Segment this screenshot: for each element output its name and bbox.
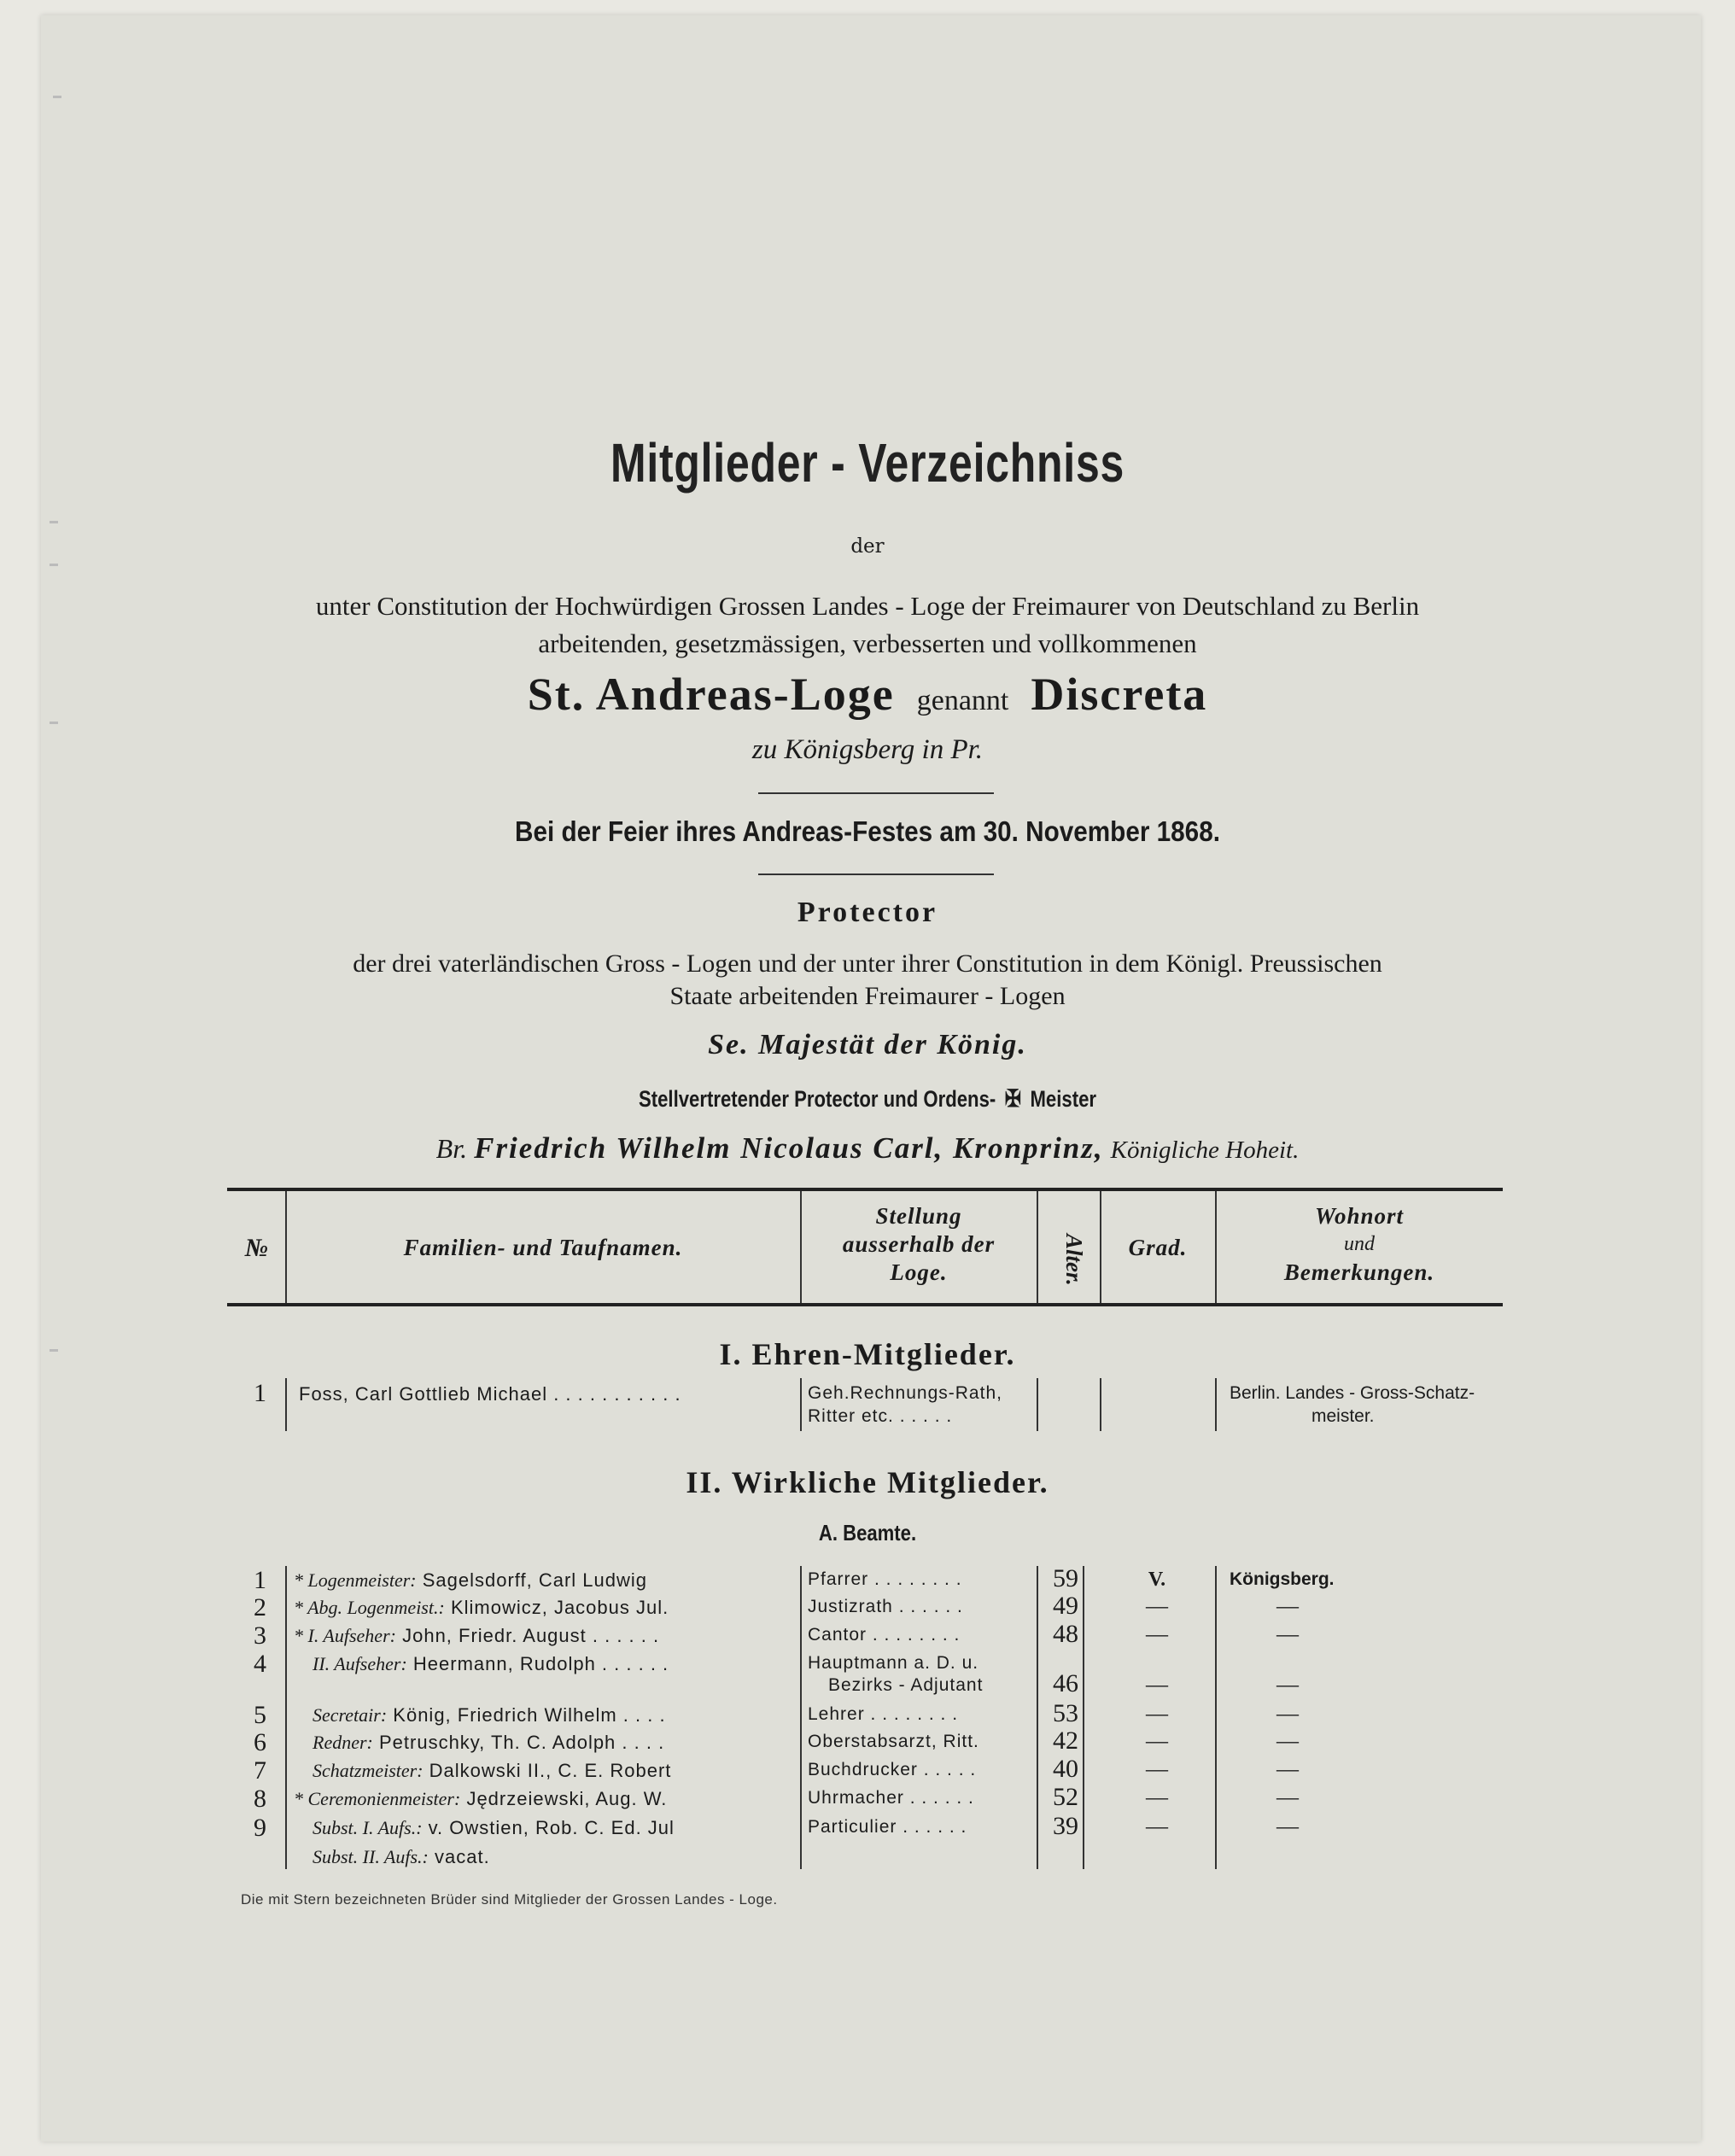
page-title: Mitglieder - Verzeichniss — [610, 432, 1125, 494]
member-fullname: Heermann, Rudolph . . . . . . — [412, 1653, 669, 1674]
member-grade: — — [1146, 1756, 1168, 1781]
member-age: 48 — [1053, 1620, 1078, 1648]
member-grade: — — [1146, 1593, 1168, 1618]
col-divider — [1215, 1566, 1217, 1869]
divider — [758, 792, 994, 794]
member-age: 59 — [1053, 1564, 1078, 1592]
member-residence: — — [1276, 1728, 1299, 1753]
majesty-line: Se. Majestät der König. — [708, 1029, 1027, 1060]
member-age: 40 — [1053, 1755, 1078, 1783]
intro-line-1: unter Constitution der Hochwürdigen Grossen Landes - Loge der Freimaurer von Deutschland zu Berlin — [315, 591, 1420, 621]
member-age: 46 — [1053, 1669, 1078, 1697]
row-number: 3 — [254, 1621, 266, 1650]
deputy-label-end: Meister — [1030, 1086, 1097, 1112]
row-number: 1 — [254, 1566, 266, 1594]
row-number: 5 — [254, 1701, 266, 1729]
member-age: 53 — [1053, 1699, 1078, 1727]
member-fullname: v. Owstien, Rob. C. Ed. Jul — [428, 1817, 675, 1838]
member-name — [294, 1625, 659, 1647]
member-position: Hauptmann a. D. u. — [808, 1653, 979, 1673]
member-residence: — — [1276, 1701, 1299, 1726]
th-names: Familien- und Taufnamen. — [403, 1235, 683, 1260]
member-fullname: Petruschky, Th. C. Adolph . . . . — [378, 1732, 665, 1753]
der-line: der — [850, 535, 885, 558]
member-position: Oberstabsarzt, Ritt. — [808, 1732, 979, 1751]
lodge-line — [0, 668, 1735, 721]
member-role: Redner: — [313, 1732, 373, 1753]
member-grade: — — [1146, 1672, 1168, 1697]
member-fullname: Dalkowski II., C. E. Robert — [429, 1760, 672, 1781]
member-role: * Logenmeister: — [294, 1569, 417, 1591]
member-role: Secretair: — [313, 1704, 388, 1726]
col-divider — [1037, 1191, 1038, 1303]
binding-hole — [50, 722, 58, 724]
col-divider — [1100, 1378, 1101, 1431]
member-age: 42 — [1053, 1727, 1078, 1755]
th-grad: Grad. — [1128, 1235, 1188, 1260]
member-position: Geh.Rechnungs-Rath, — [808, 1383, 1002, 1403]
member-name — [313, 1732, 664, 1754]
feast-line: Bei der Feier ihres Andreas-Festes am 30. November 1868. — [515, 815, 1220, 847]
member-fullname: Sagelsdorff, Carl Ludwig — [422, 1569, 648, 1591]
binding-hole — [50, 521, 58, 523]
member-role: * Abg. Logenmeist.: — [294, 1597, 445, 1618]
row-number: 1 — [254, 1379, 266, 1407]
lodge-alias: Discreta — [1031, 669, 1208, 720]
row-number: 9 — [254, 1814, 266, 1842]
member-age: 39 — [1053, 1812, 1078, 1840]
col-divider — [800, 1566, 802, 1869]
row-number: 4 — [254, 1650, 266, 1678]
iron-cross-icon: ✠ — [1004, 1085, 1022, 1112]
member-name — [294, 1597, 669, 1619]
divider — [758, 874, 994, 875]
member-role: II. Aufseher: — [313, 1653, 407, 1674]
crown-prince-name: Friedrich Wilhelm Nicolaus Carl, Kronprinz, — [474, 1131, 1104, 1165]
col-divider — [1037, 1566, 1038, 1869]
intro-line-2: arbeitenden, gesetzmässigen, verbesserten und vollkommenen — [538, 628, 1197, 658]
th-nr: № — [244, 1234, 270, 1262]
member-name — [294, 1569, 647, 1592]
member-role: Subst. I. Aufs.: — [313, 1817, 423, 1838]
col-divider — [800, 1378, 802, 1431]
member-position: Cantor . . . . . . . . — [808, 1625, 961, 1645]
row-number: 7 — [254, 1756, 266, 1785]
row-number: 6 — [254, 1728, 266, 1756]
member-name — [313, 1704, 666, 1727]
highness-title: Königliche Hoheit. — [1110, 1136, 1300, 1164]
binding-hole — [53, 96, 61, 98]
member-name — [313, 1846, 490, 1868]
member-grade: — — [1146, 1701, 1168, 1726]
footnote: Die mit Stern bezeichneten Brüder sind Mitglieder der Grossen Landes - Loge. — [241, 1891, 778, 1908]
th-stellung-3: Loge. — [890, 1259, 948, 1285]
member-position: Uhrmacher . . . . . . — [808, 1788, 974, 1808]
member-residence: — — [1276, 1672, 1299, 1697]
row-number: 8 — [254, 1785, 266, 1813]
member-position-2: Bezirks - Adjutant — [828, 1675, 984, 1695]
member-position-2: Ritter etc. . . . . . — [808, 1406, 953, 1426]
th-alter: Alter. — [1061, 1234, 1087, 1286]
deputy-protector-line — [156, 1084, 1579, 1113]
member-position: Lehrer . . . . . . . . — [808, 1704, 959, 1724]
member-residence-2: meister. — [1311, 1406, 1375, 1426]
member-residence: Berlin. Landes - Gross-Schatz- — [1230, 1383, 1475, 1403]
member-name — [313, 1653, 669, 1675]
member-grade: — — [1146, 1621, 1168, 1646]
th-wohnort — [1217, 1202, 1502, 1287]
member-residence: — — [1276, 1593, 1299, 1618]
col-divider — [285, 1378, 287, 1431]
member-residence: — — [1276, 1756, 1299, 1781]
member-residence: Königsberg. — [1230, 1569, 1335, 1589]
member-fullname: Jędrzeiewski, Aug. W. — [466, 1788, 668, 1809]
section-active-title: II. Wirkliche Mitglieder. — [686, 1465, 1049, 1499]
brother-abbrev: Br. — [435, 1133, 468, 1164]
member-position: Buchdrucker . . . . . — [808, 1760, 977, 1779]
table-top-rule — [227, 1188, 1503, 1191]
genannt: genannt — [916, 685, 1009, 716]
member-role: * Ceremonienmeister: — [294, 1788, 461, 1809]
section-honorary-title: I. Ehren-Mitglieder. — [719, 1337, 1016, 1371]
member-fullname: vacat. — [435, 1846, 490, 1867]
th-wohnort-1: Wohnort — [1314, 1203, 1405, 1229]
member-fullname: John, Friedr. August . . . . . . — [402, 1625, 660, 1646]
crown-prince-line — [0, 1131, 1735, 1166]
protector-heading: Protector — [797, 897, 938, 928]
member-role: * I. Aufseher: — [294, 1625, 396, 1646]
section-active-subtitle: A. Beamte. — [818, 1520, 917, 1545]
col-divider — [285, 1566, 287, 1869]
member-role: Schatzmeister: — [313, 1760, 424, 1781]
col-divider — [1215, 1378, 1217, 1431]
member-grade: V. — [1148, 1569, 1166, 1591]
member-age: 52 — [1053, 1783, 1078, 1811]
binding-hole — [50, 564, 58, 566]
deputy-label: Stellvertretender Protector und Ordens- — [638, 1086, 996, 1112]
member-name — [294, 1788, 667, 1810]
place-line: zu Königsberg in Pr. — [751, 734, 984, 765]
member-role: Subst. II. Aufs.: — [313, 1846, 429, 1867]
th-stellung — [802, 1202, 1036, 1287]
th-bemerkungen: Bemerkungen. — [1283, 1259, 1435, 1285]
lodge-name: St. Andreas-Loge — [527, 669, 895, 720]
member-name: Foss, Carl Gottlieb Michael . . . . . . . . . . . — [299, 1383, 681, 1405]
member-position: Particulier . . . . . . — [808, 1817, 967, 1837]
row-number: 2 — [254, 1593, 266, 1621]
col-divider — [1037, 1378, 1038, 1431]
protector-line-1: der drei vaterländischen Gross - Logen und der unter ihrer Constitution in dem Königl. Preussischen — [353, 949, 1382, 978]
member-position: Justizrath . . . . . . — [808, 1597, 963, 1616]
table-header-rule — [227, 1303, 1503, 1306]
th-stellung-2: ausserhalb der — [842, 1231, 996, 1257]
th-und: und — [1344, 1233, 1375, 1255]
member-position: Pfarrer . . . . . . . . — [808, 1569, 962, 1589]
member-fullname: König, Friedrich Wilhelm . . . . — [393, 1704, 666, 1726]
member-residence: — — [1276, 1621, 1299, 1646]
member-name — [313, 1760, 671, 1782]
member-residence: — — [1276, 1814, 1299, 1838]
protector-line-2: Staate arbeitenden Freimaurer - Logen — [669, 982, 1066, 1010]
member-grade: — — [1146, 1814, 1168, 1838]
th-stellung-1: Stellung — [875, 1203, 962, 1229]
member-grade: — — [1146, 1785, 1168, 1809]
member-grade: — — [1146, 1728, 1168, 1753]
member-name — [313, 1817, 675, 1839]
member-age: 49 — [1053, 1592, 1078, 1620]
member-fullname: Klimowicz, Jacobus Jul. — [450, 1597, 669, 1618]
member-residence: — — [1276, 1785, 1299, 1809]
